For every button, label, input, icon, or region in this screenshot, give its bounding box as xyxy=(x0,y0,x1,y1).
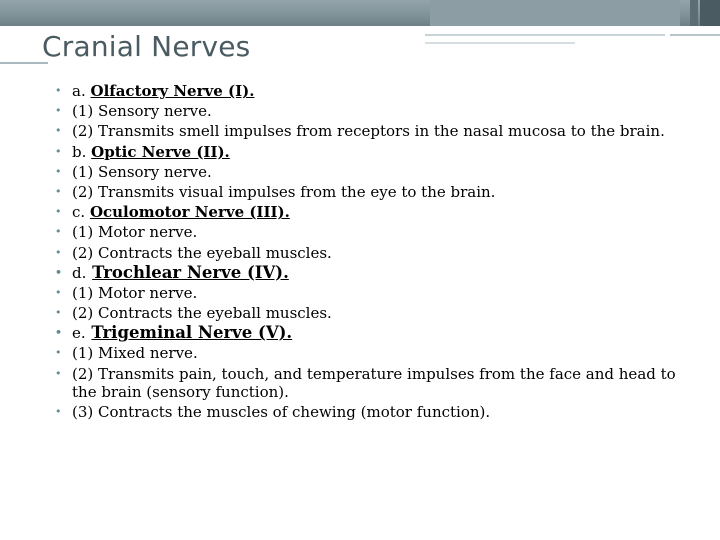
top-band-notch xyxy=(690,0,698,26)
list-item: • (1) Motor nerve. xyxy=(52,284,692,302)
nerve-heading: Oculomotor Nerve (III). xyxy=(89,203,290,222)
title-rule-right-3 xyxy=(670,34,720,36)
top-band-corner xyxy=(700,0,720,26)
item-label: c. xyxy=(72,203,86,222)
nerve-heading: Trochlear Nerve (IV). xyxy=(92,262,289,282)
list-item: • (1) Motor nerve. xyxy=(52,223,692,241)
list-item: • (2) Transmits smell impulses from receptors in the nasal mucosa to the brain. xyxy=(52,122,692,140)
slide-title: Cranial Nerves xyxy=(42,30,251,63)
nerve-heading: Optic Nerve (II). xyxy=(91,142,230,161)
nerve-heading: Olfactory Nerve (I). xyxy=(90,82,255,100)
list-item: • (1) Mixed nerve. xyxy=(52,344,692,362)
title-rule-right-1 xyxy=(425,34,665,36)
item-label: b. xyxy=(72,142,87,161)
nerve-heading: Trigeminal Nerve (V). xyxy=(91,323,293,343)
list-item xyxy=(52,203,692,221)
list-item xyxy=(52,324,692,342)
list-item xyxy=(52,264,692,282)
list-item xyxy=(52,82,692,100)
list-item: • (2) Transmits visual impulses from the eye to the brain. xyxy=(52,183,692,201)
item-label: a. xyxy=(72,82,86,100)
list-item: • (2) Transmits pain, touch, and temperature impulses from the face and head to the brain (sensory function). xyxy=(52,365,692,401)
title-rule-right-2 xyxy=(425,42,575,44)
list-item: • (1) Sensory nerve. xyxy=(52,163,692,181)
bullet-list xyxy=(52,82,692,423)
list-item: • (3) Contracts the muscles of chewing (motor function). xyxy=(52,403,692,421)
list-item: • (2) Contracts the eyeball muscles. xyxy=(52,244,692,262)
list-item: • (1) Sensory nerve. xyxy=(52,102,692,120)
list-item xyxy=(52,143,692,161)
item-label: d. xyxy=(72,263,87,282)
list-item: • (2) Contracts the eyeball muscles. xyxy=(52,304,692,322)
item-label: e. xyxy=(72,324,86,343)
top-band-accent xyxy=(430,0,680,26)
title-rule-left xyxy=(0,62,48,64)
